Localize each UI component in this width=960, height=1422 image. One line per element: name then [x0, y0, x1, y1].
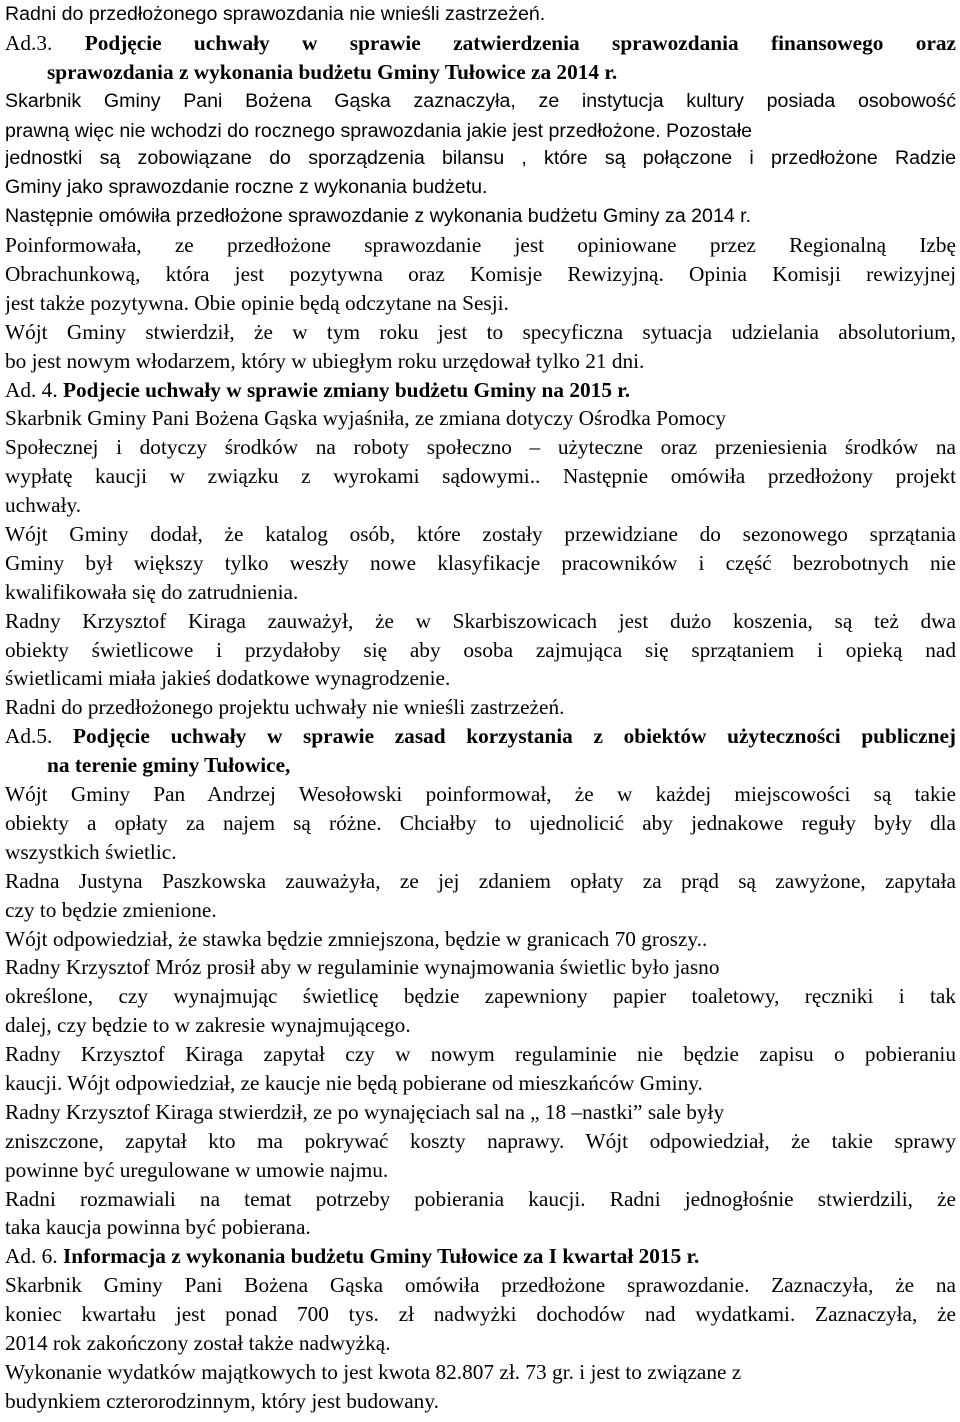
paragraph-line: Gminy jako sprawozdanie roczne z wykonania budżetu.	[5, 176, 488, 199]
agenda-title: Podjęcie uchwały w sprawie zatwierdzenia sprawozdania finansowego oraz	[84, 30, 956, 55]
paragraph-line: określone, czy wynajmując świetlicę będzie zapewniony papier toaletowy, ręczniki i tak	[5, 984, 956, 1009]
paragraph-line: obiekty a opłaty za najem są różne. Chciałby to ujednolicić aby jednakowe reguły były dla	[5, 810, 956, 835]
paragraph-line: Radna Justyna Paszkowska zauważyła, ze jej zdaniem opłaty za prąd są zawyżone, zapytała	[5, 868, 956, 893]
paragraph-line: Poinformowała, ze przedłożone sprawozdanie jest opiniowane przez Regionalną Izbę	[5, 233, 956, 258]
paragraph-line: Wójt Gminy dodał, że katalog osób, które zostały przewidziane do sezonowego sprzątania	[5, 522, 956, 547]
paragraph-line: Gminy był większy tylko weszły nowe klasyfikacje pracowników i część bezrobotnych nie	[5, 550, 956, 575]
paragraph-line: Radni do przedłożonego projektu uchwały nie wnieśli zastrzeżeń.	[5, 695, 565, 720]
agenda-number: Ad. 6.	[5, 1244, 58, 1269]
agenda-title: Informacja z wykonania budżetu Gminy Tułowice za I kwartał 2015 r.	[62, 1244, 700, 1269]
paragraph-line: Społecznej i dotyczy środków na roboty społeczno – użyteczne oraz przeniesienia środków na	[5, 435, 956, 460]
paragraph-line: obiekty świetlicowe i przydałoby się aby osoba zajmująca się sprzątaniem i opieką nad	[5, 637, 956, 662]
agenda-heading-ad5	[5, 722, 956, 751]
paragraph-line: Wykonanie wydatków majątkowych to jest kwota 82.807 zł. 73 gr. i jest to związane z	[5, 1359, 742, 1384]
agenda-heading-ad3	[5, 29, 956, 58]
paragraph-line: wszystkich świetlic.	[5, 839, 177, 864]
paragraph-line: jest także pozytywna. Obie opinie będą odczytane na Sesji.	[5, 290, 509, 315]
paragraph-line: Skarbnik Gminy Pani Bożena Gąska wyjaśniła, ze zmiana dotyczy Ośrodka Pomocy	[5, 406, 726, 431]
paragraph-line: uchwały.	[5, 493, 82, 518]
paragraph-line: Radny Krzysztof Mróz prosił aby w regulaminie wynajmowania świetlic było jasno	[5, 955, 720, 980]
paragraph-line: Następnie omówiła przedłożone sprawozdanie z wykonania budżetu Gminy za 2014 r.	[5, 205, 752, 228]
paragraph-line: Wójt Gminy stwierdził, że w tym roku jest to specyficzna sytuacja udzielania absolutorium,	[5, 319, 956, 344]
paragraph-line: Wójt odpowiedział, że stawka będzie zmniejszona, będzie w granicach 70 groszy..	[5, 926, 708, 951]
paragraph-line: Radny Krzysztof Kiraga zapytał czy w nowym regulaminie nie będzie zapisu o pobieraniu	[5, 1042, 956, 1067]
paragraph-line: Radni do przedłożonego sprawozdania nie wnieśli zastrzeżeń.	[5, 3, 546, 25]
paragraph-line	[5, 116, 956, 145]
paragraph-line: Skarbnik Gminy Pani Bożena Gąska zaznaczyła, ze instytucja kultury posiada osobowość	[5, 89, 956, 112]
agenda-heading-continuation: sprawozdania z wykonania budżetu Gminy Tułowice za 2014 r.	[47, 59, 618, 84]
agenda-heading-ad6	[5, 1242, 956, 1271]
paragraph-line: Skarbnik Gminy Pani Bożena Gąska omówiła przedłożone sprawozdanie. Zaznaczyła, że na	[5, 1273, 956, 1298]
paragraph-line: kwalifikowała się do zatrudnienia.	[5, 579, 299, 604]
paragraph-line: jednostki są zobowiązane do sporządzenia bilansu , które są połączone i przedłożone Radzie	[5, 147, 956, 170]
paragraph-segment: prawną więc nie wchodzi do rocznego sprawozdania jakie jest przedłożone.	[5, 119, 661, 142]
paragraph-line: dalej, czy będzie to w zakresie wynajmującego.	[5, 1013, 411, 1038]
paragraph-line: 2014 rok zakończony został także nadwyżką.	[5, 1330, 391, 1355]
agenda-number: Ad.5.	[5, 724, 53, 749]
paragraph-line: Radny Krzysztof Kiraga zauważył, że w Skarbiszowicach jest dużo koszenia, są też dwa	[5, 608, 956, 633]
paragraph-line: Wójt Gminy Pan Andrzej Wesołowski poinformował, że w każdej miejscowości są takie	[5, 782, 956, 807]
paragraph-line: zniszczone, zapytał kto ma pokrywać koszty naprawy. Wójt odpowiedział, że takie sprawy	[5, 1128, 956, 1153]
paragraph-line: czy to będzie zmienione.	[5, 897, 217, 922]
paragraph-line: kaucji. Wójt odpowiedział, ze kaucje nie będą pobierane od mieszkańców Gminy.	[5, 1070, 703, 1095]
paragraph-line: bo jest nowym włodarzem, który w ubiegłym roku urzędował tylko 21 dni.	[5, 348, 645, 373]
paragraph-line: Radny Krzysztof Kiraga stwierdził, ze po wynajęciach sal na „ 18 –nastki” sale były	[5, 1099, 725, 1124]
agenda-number: Ad. 4.	[5, 377, 58, 402]
paragraph-segment: Pozostałe	[666, 119, 753, 142]
paragraph-line: taka kaucja powinna być pobierana.	[5, 1215, 311, 1240]
agenda-heading-continuation: na terenie gminy Tułowice,	[47, 753, 291, 778]
agenda-title: Podjęcie uchwały w sprawie zasad korzystania z obiektów użyteczności publicznej	[73, 724, 956, 749]
paragraph-line: powinne być uregulowane w umowie najmu.	[5, 1157, 389, 1182]
paragraph-line: koniec kwartału jest ponad 700 tys. zł nadwyżki dochodów nad wydatkami. Zaznaczyła, że	[5, 1302, 956, 1327]
paragraph-line: budynkiem czterorodzinnym, który jest budowany.	[5, 1388, 439, 1413]
paragraph-line: wypłatę kaucji w związku z wyrokami sądowymi.. Następnie omówiła przedłożony projekt	[5, 464, 956, 489]
agenda-title: Podjecie uchwały w sprawie zmiany budżetu Gminy na 2015 r.	[62, 377, 631, 402]
paragraph-line: Radni rozmawiali na temat potrzeby pobierania kaucji. Radni jednogłośnie stwierdzili, że	[5, 1186, 956, 1211]
agenda-number: Ad.3.	[5, 30, 53, 55]
paragraph-line: Obrachunkową, która jest pozytywna oraz Komisje Rewizyjną. Opinia Komisji rewizyjnej	[5, 262, 956, 287]
agenda-heading-ad4	[5, 376, 956, 405]
paragraph-line: świetlicami miała jakieś dodatkowe wynagrodzenie.	[5, 666, 451, 691]
